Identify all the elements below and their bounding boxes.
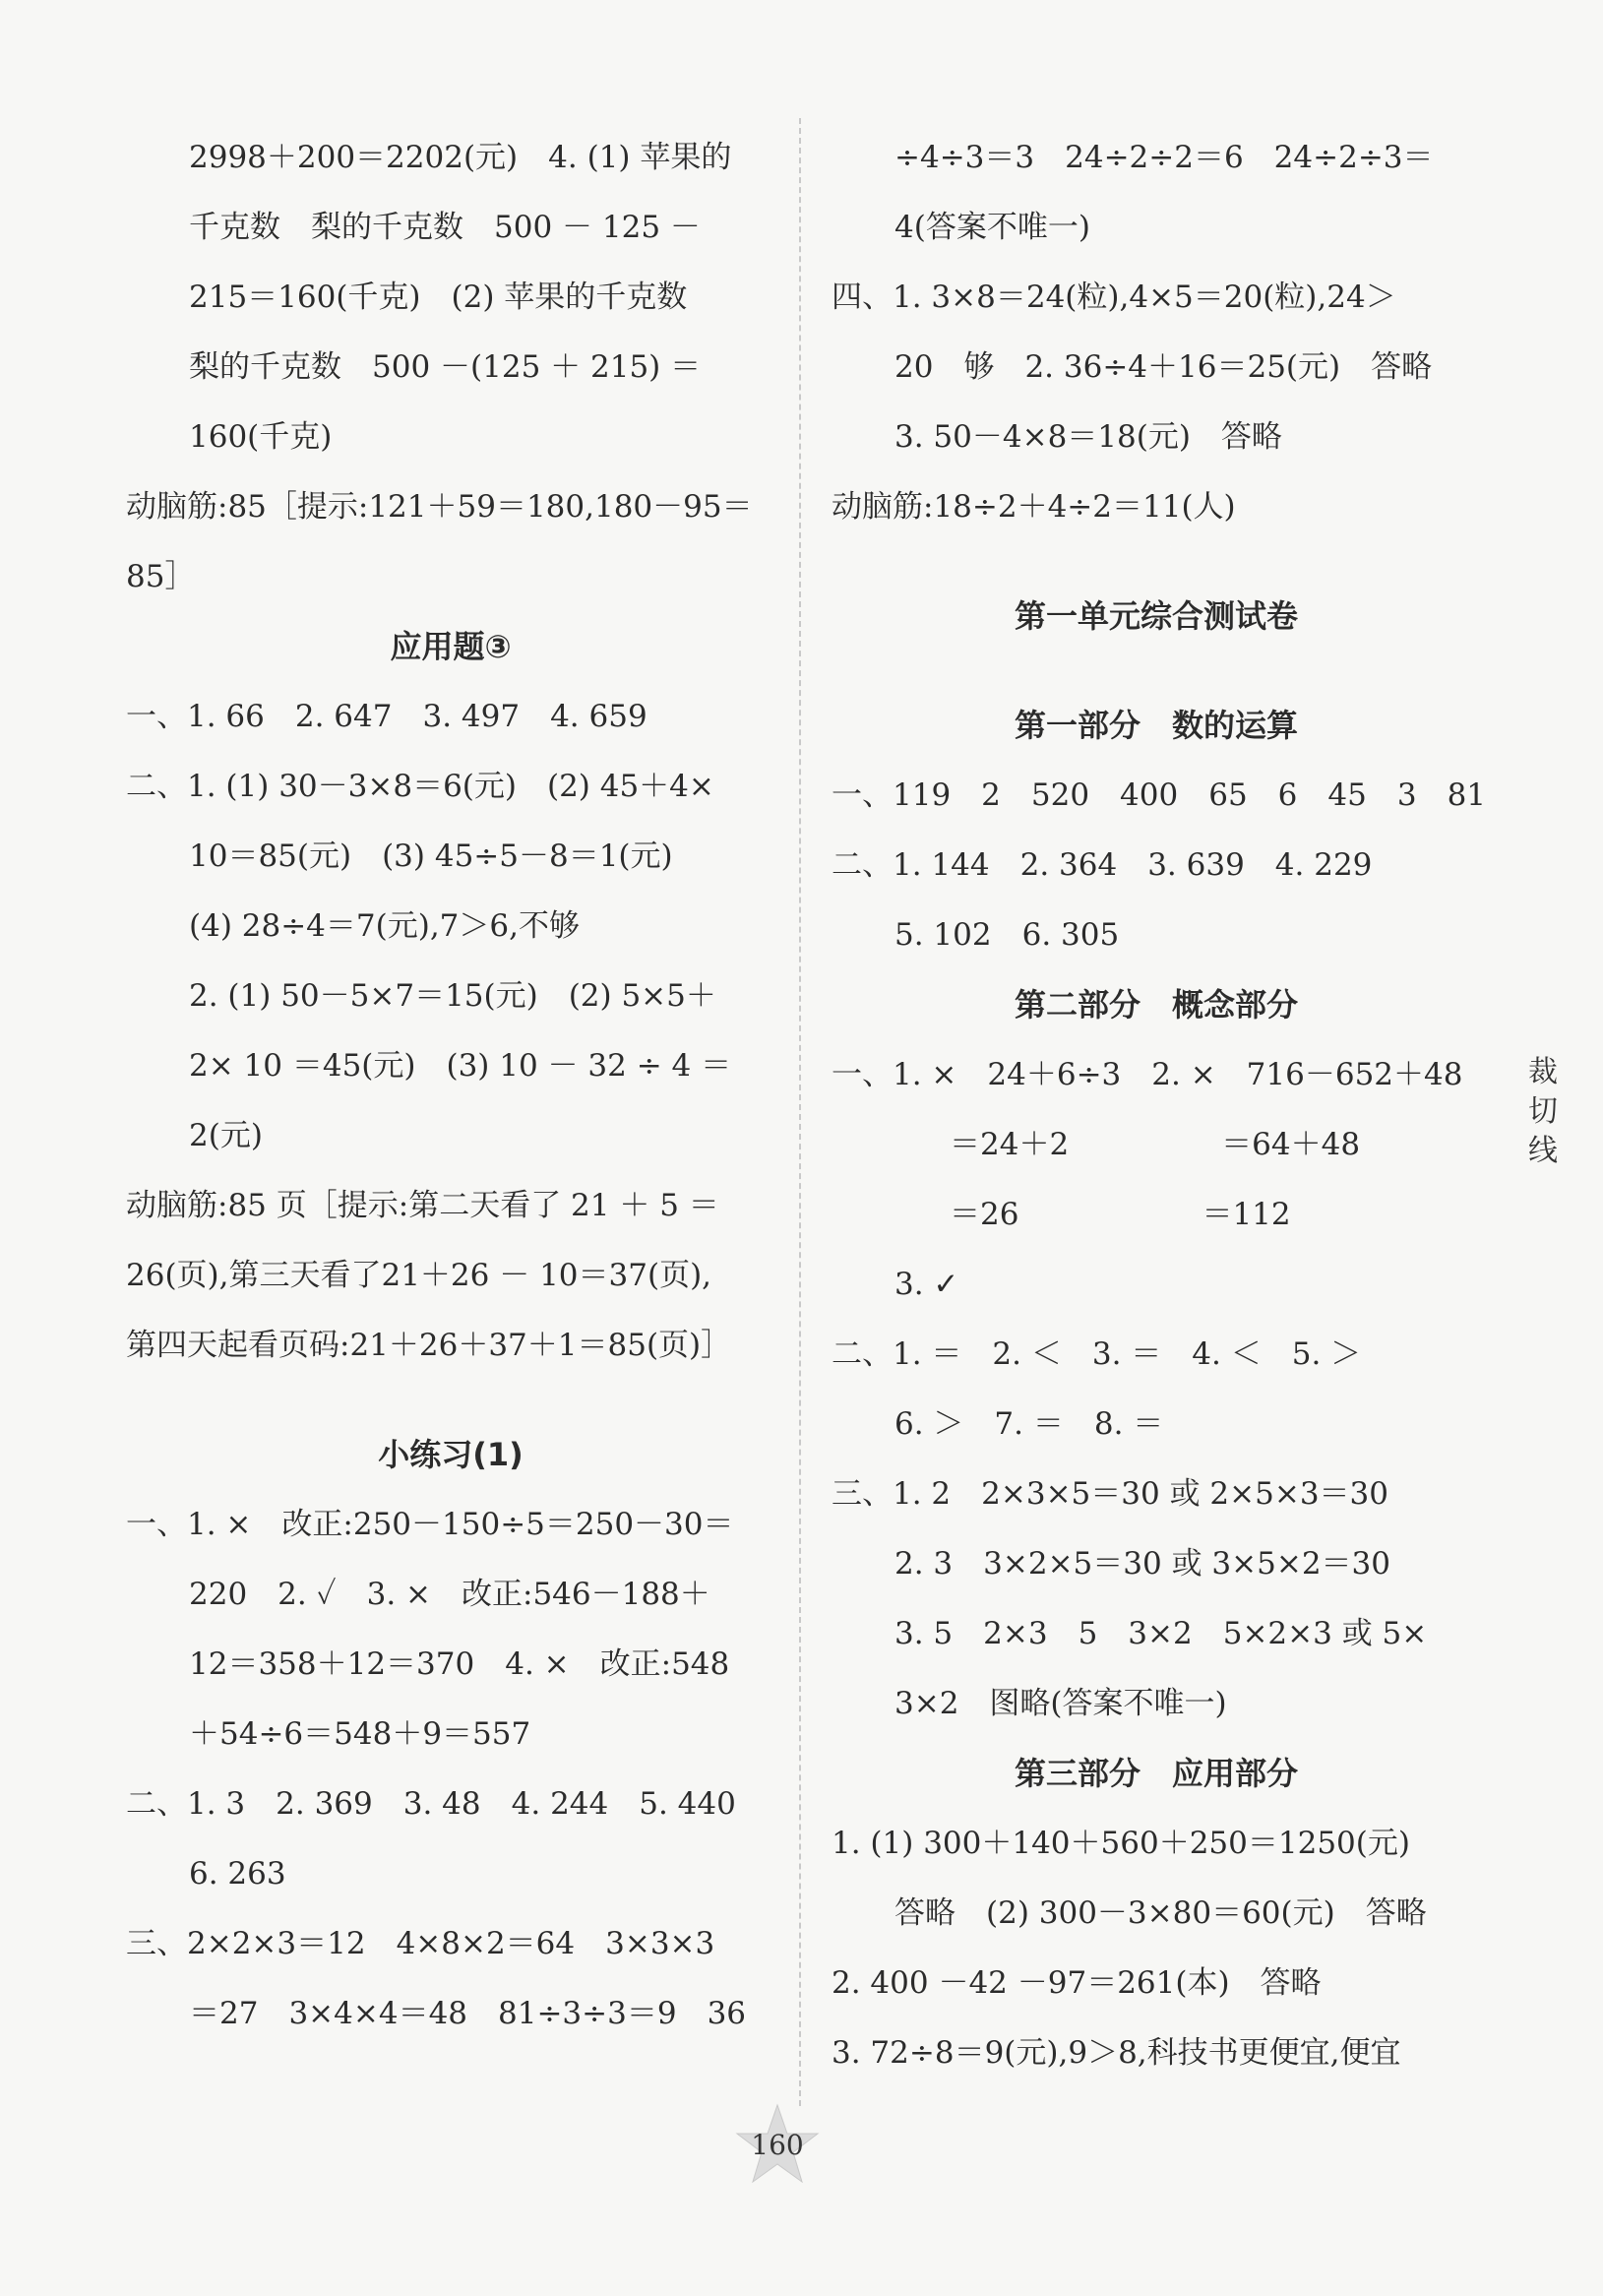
answer-line: 2. 3 3×2×5＝30 或 3×5×2＝30 <box>894 1546 1390 1582</box>
cut-label-char: 线 <box>1528 1134 1558 1168</box>
answer-line: 2(元) <box>189 1118 263 1153</box>
answer-line: 一、119 2 520 400 65 6 45 3 81 <box>832 777 1487 813</box>
answer-line: 四、1. 3×8＝24(粒),4×5＝20(粒),24＞ <box>832 279 1396 315</box>
section-heading: 小练习(1) <box>378 1436 524 1473</box>
answer-line: 一、1. × 24＋6÷3 2. × 716－652＋48 <box>832 1057 1463 1092</box>
spacer <box>832 652 1481 691</box>
answer-line: 1. (1) 300＋140＋560＋250＝1250(元) <box>832 1826 1410 1861</box>
answer-line: 动脑筋:85 页［提示:第二天看了 21 ＋ 5 ＝ <box>126 1188 719 1223</box>
answer-line: 4(答案不唯一) <box>894 210 1090 245</box>
right-column <box>832 123 1487 2088</box>
answer-line: ＝26 ＝112 <box>950 1197 1291 1232</box>
answer-line: 二、1. 3 2. 369 3. 48 4. 244 5. 440 <box>126 1786 736 1822</box>
spacer <box>126 1381 775 1420</box>
answer-line: 85］ <box>126 559 196 594</box>
left-column <box>126 123 775 2049</box>
answer-line: 一、1. × 改正:250－150÷5＝250－30＝ <box>126 1507 734 1542</box>
answer-line: 6. ＞ 7. ＝ 8. ＝ <box>894 1406 1164 1442</box>
cut-label-char: 切 <box>1528 1094 1558 1129</box>
answer-line: 二、1. ＝ 2. ＜ 3. ＝ 4. ＜ 5. ＞ <box>832 1336 1362 1372</box>
answer-line: 215＝160(千克) (2) 苹果的千克数 <box>189 279 688 315</box>
answer-line: 5. 102 6. 305 <box>894 917 1120 953</box>
answer-line: 2. 400 －42 －97＝261(本) 答略 <box>832 1965 1322 2001</box>
answer-line: ÷4÷3＝3 24÷2÷2＝6 24÷2÷3＝ <box>894 140 1434 175</box>
answer-line: 3. 72÷8＝9(元),9＞8,科技书更便宜,便宜 <box>832 2035 1401 2071</box>
answer-line: (4) 28÷4＝7(元),7＞6,不够 <box>189 908 580 944</box>
answer-line: 160(千克) <box>189 419 333 455</box>
answer-line: 一、1. 66 2. 647 3. 497 4. 659 <box>126 699 647 734</box>
answer-line: 3. 5 2×3 5 3×2 5×2×3 或 5× <box>894 1616 1428 1651</box>
page-number: 160 <box>751 2129 804 2161</box>
answer-line: 3. 50－4×8＝18(元) 答略 <box>894 419 1282 455</box>
answer-line: 第四天起看页码:21＋26＋37＋1＝85(页)］ <box>126 1328 732 1363</box>
answer-line: 动脑筋:85［提示:121＋59＝180,180－95＝ <box>126 489 753 525</box>
answer-line: 三、2×2×3＝12 4×8×2＝64 3×3×3 <box>126 1926 715 1961</box>
answer-line: 千克数 梨的千克数 500 － 125 － <box>189 210 701 245</box>
answer-line: ＝27 3×4×4＝48 81÷3÷3＝9 36 <box>189 1996 747 2031</box>
answer-line: 20 够 2. 36÷4＋16＝25(元) 答略 <box>894 349 1433 385</box>
answer-line: 3×2 图略(答案不唯一) <box>894 1686 1227 1721</box>
section-heading: 第二部分 概念部分 <box>1014 986 1298 1024</box>
page-number-badge <box>733 2101 822 2190</box>
answer-line: 10＝85(元) (3) 45÷5－8＝1(元) <box>189 838 673 874</box>
answer-line: 2998＋200＝2202(元) 4. (1) 苹果的 <box>189 140 732 175</box>
answer-line: 动脑筋:18÷2＋4÷2＝11(人) <box>832 489 1236 525</box>
answer-line: 二、1. 144 2. 364 3. 639 4. 229 <box>832 847 1373 883</box>
answer-line: ＋54÷6＝548＋9＝557 <box>189 1716 531 1752</box>
answer-line: 6. 263 <box>189 1856 286 1892</box>
answer-line: 2. (1) 50－5×7＝15(元) (2) 5×5＋ <box>189 978 716 1014</box>
answer-line: 26(页),第三天看了21＋26 － 10＝37(页), <box>126 1258 712 1293</box>
answer-line: 3. ✓ <box>894 1267 959 1302</box>
section-heading: 第一部分 数的运算 <box>1014 707 1298 744</box>
answer-line: 三、1. 2 2×3×5＝30 或 2×5×3＝30 <box>832 1476 1388 1512</box>
answer-line: 答略 (2) 300－3×80＝60(元) 答略 <box>894 1895 1427 1931</box>
answer-line: 梨的千克数 500 －(125 ＋ 215) ＝ <box>189 349 702 385</box>
cut-line-label <box>1523 1053 1563 1171</box>
spacer <box>832 542 1481 582</box>
section-heading: 第三部分 应用部分 <box>1014 1755 1298 1792</box>
section-heading: 应用题③ <box>390 628 512 665</box>
section-heading: 第一单元综合测试卷 <box>1014 597 1298 635</box>
answer-line: 二、1. (1) 30－3×8＝6(元) (2) 45＋4× <box>126 769 714 804</box>
cut-label-char: 裁 <box>1528 1055 1558 1089</box>
answer-line: 12＝358＋12＝370 4. × 改正:548 <box>189 1646 730 1682</box>
answer-line: 220 2. ✓ 3. × 改正:546－188＋ <box>189 1577 710 1612</box>
column-divider <box>799 118 801 2106</box>
answer-line: ＝24＋2 ＝64＋48 <box>950 1127 1361 1162</box>
answer-line: 2× 10 ＝45(元) (3) 10 － 32 ÷ 4 ＝ <box>189 1048 732 1084</box>
